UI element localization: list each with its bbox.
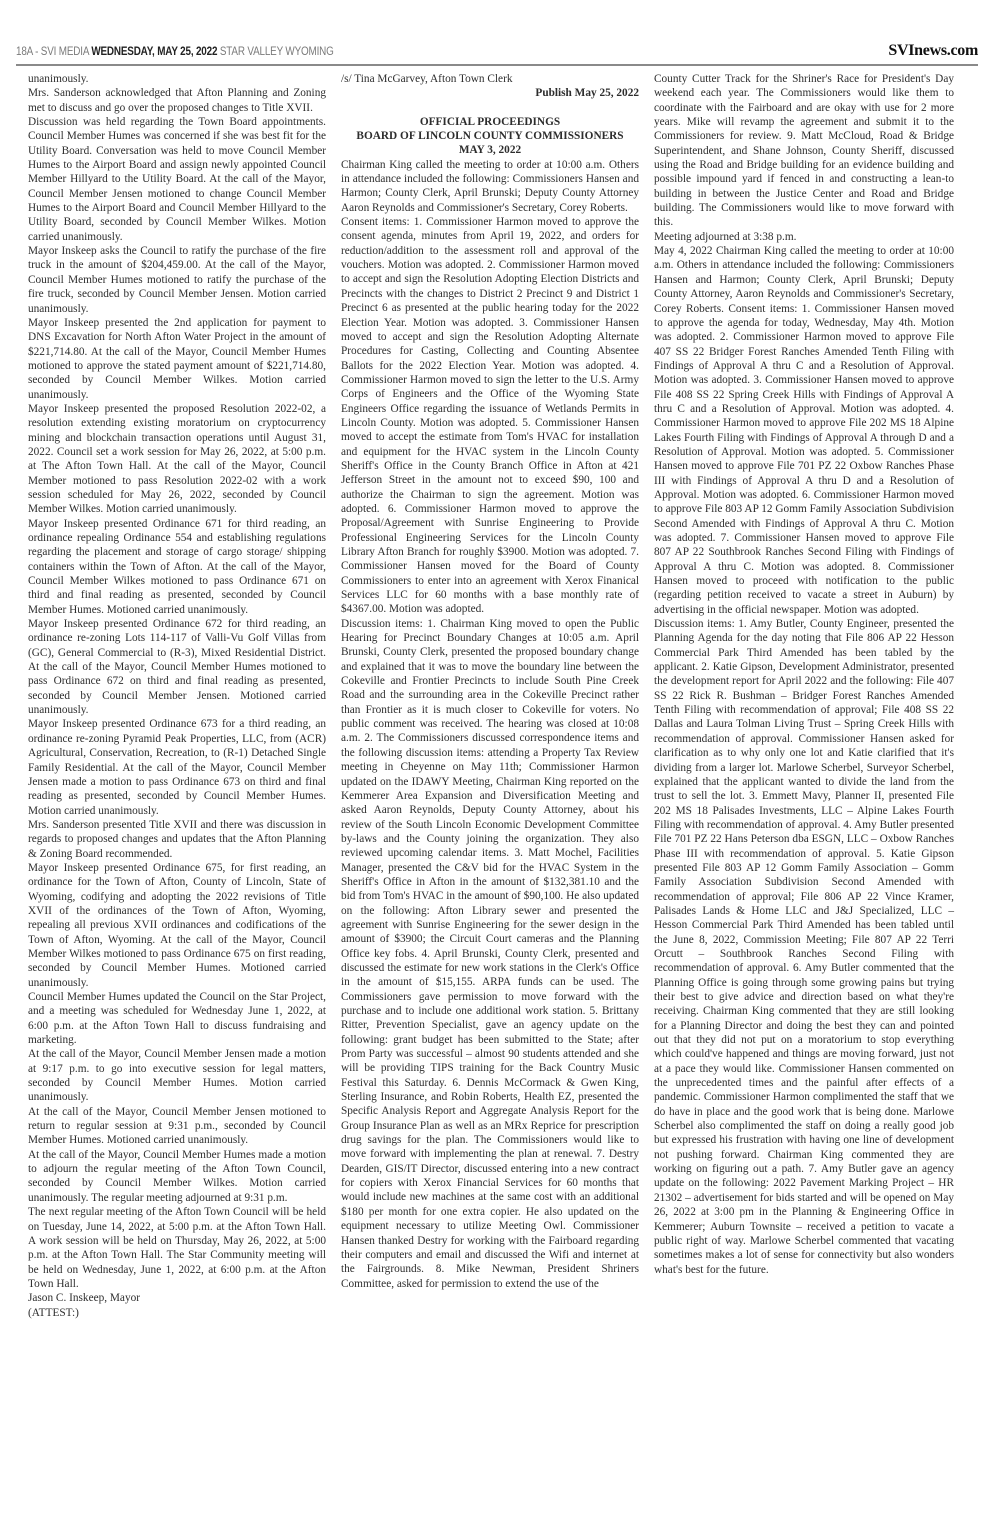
paragraph: Discussion items: 1. Chairman King moved to open the Public Hearing for Precinct Boundary Changes at 10:05 a.m. April Brunski, County Clerk, presented the proposed boundary change and explained that it was to move the boundary line between the Cokeville and Frontier Precincts to include South Pine Creek Road and the surrounding area in the Cokeville Precinct rather than Frontier as it is much closer to Cokeville for voters. No public comment was received. The hearing was closed at 10:08 a.m. 2. The Commissioners discussed correspondence items and the following discussion items: attending a Property Tax Review meeting in Cheyenne on May 11th; Commissioner Harmon updated on the IDAWY Meeting, Chairman King reported on the Kemmerer Area Expansion and Diversification Meeting and asked Aaron Reynolds, Deputy County Attorney, about his review of the South Lincoln Economic Development Committee by-laws and the County joining the organization. They also reviewed upcoming calendar items. 3. Matt Mochel, Facilities Manager, presented the C&V bid for the HVAC System in the Sheriff's Office in Afton in the amount of $132,381.10 and the bid from Tom's HVAC in the amount of $90,100. He also updated on the following: Afton Library sewer and presented the agreement with Sunrise Engineering for the sewer design in the amount of $3900; the Circuit Court cameras and the Planning Office key fobs. 4. April Brunski, County Clerk, presented and discussed the estimate for new work stations in the Clerk's Office in the amount of $15,155. ARPA funds can be used. The Commissioners gave permission to move forward with the purchase and to include one additional work station. 5. Brittany Ritter, Prevention Specialist, gave an agency update on the following: grant budget has been submitted to the State; after Prom Party was successful – almost 90 students attended and she will be providing TIPS training for the Back Country Music Festival this Saturday. 6. Dennis McCormack & Gwen King, Sterling Insurance, and Robin Roberts, Health EZ, presented the Specific Analysis Report and Aggregate Analysis Report for the Group Insurance Plan as well as an MRx Reprice for prescription drug savings for the plan. The Commissioners would like to move forward with implementing the plan at renewal. 7. Destry Dearden, GIS/IT Director, discussed entering into a new contract for copiers with Xerox Financial Services for 60 months that would include new machines at the same cost with an additional $180 per month for one extra copier. He also updated on the equipment necessary to utilize Meeting Owl. Commissioner Hansen thanked Destry for working with the Fairboard regarding their computers and email and discussed the Wifi and internet at the Fairgrounds. 8. Mike Newman, President Shriners Committee, asked for permission to extend the use of the <box>341 617 639 1290</box>
column-1 <box>28 72 326 1320</box>
paragraph: At the call of the Mayor, Council Member Humes made a motion to adjourn the regular meeting of the Afton Town Council, seconded by Council Member Wilkes. Motion carried unanimously. The regular meeting adjourned at 9:31 p.m. <box>28 1148 326 1204</box>
heading-line: OFFICIAL PROCEEDINGS <box>419 115 561 128</box>
page-folio <box>16 46 334 58</box>
paragraph: County Cutter Track for the Shriner's Race for President's Day weekend each year. The Commissioners would like them to coordinate with the Fairboard and are okay with use for 2 more years. Mike will revamp the agreement and submit it to the Commissioners for review. 9. Matt McCloud, Road & Bridge Superintendent, and Shane Johnson, County Sheriff, discussed using the Road and Bridge building for an evidence building and possible impound yard if fenced in and constructing a lean-to building in between the Justice Center and Road and Bridge building. The Commissioners would like to move forward with this. <box>654 73 954 229</box>
paragraph: Discussion was held regarding the Town Board appointments. Council Member Humes was concerned if she was best fit for the Utility Board. Conversation was held to move Council Member Humes to the Airport Board and assign newly appointed Council Member Hillyard to the Utility Board. At the call of the Mayor, Council Member Jensen motioned to change Council Member Humes to the Airport Board and Council Member Hillyard to the Utility Board, seconded by Council Member Wilkes. Motion carried unanimously. <box>28 116 326 243</box>
paragraph: Mrs. Sanderson presented Title XVII and there was discussion in regards to proposed changes and updates that the Afton Planning & Zoning Board recommended. <box>28 818 326 860</box>
heading-line: MAY 3, 2022 <box>458 144 522 157</box>
page-label: 18A - SVI MEDIA <box>16 46 89 58</box>
column-2 <box>341 72 639 1291</box>
column-3 <box>654 72 954 1277</box>
publish-date: Publish May 25, 2022 <box>535 87 639 100</box>
paragraph: Mrs. Sanderson acknowledged that Afton Planning and Zoning met to discuss and go over the proposed changes to Title XVII. <box>28 87 326 114</box>
paragraph: (ATTEST:) <box>28 1306 79 1319</box>
paragraph: Meeting adjourned at 3:38 p.m. <box>654 230 797 243</box>
paragraph: At the call of the Mayor, Council Member Jensen made a motion at 9:17 p.m. to go into executive session for legal matters, seconded by Council Member Humes. Motion carried unanimously. <box>28 1048 326 1104</box>
paragraph: Mayor Inskeep asks the Council to ratify the purchase of the fire truck in the amount of $204,459.00. At the call of the Mayor, Council Member Humes motioned to ratify the purchase of the fire truck, seconded by Council Member Jensen. Motion carried unanimously. <box>28 245 326 315</box>
paragraph: Mayor Inskeep presented the 2nd application for payment to DNS Excavation for North Afton Water Project in the amount of $221,714.80. At the call of the Mayor, Council Member Humes motioned to approve the stated payment amount of $221,714.80, seconded by Council Member Wilkes. Motion carried unanimously. <box>28 316 326 401</box>
paragraph: Chairman King called the meeting to order at 10:00 a.m. Others in attendance included the following: Commissioners Hansen and Harmon; County Clerk, April Brunski; Deputy County Attorney Aaron Reynolds and Commissioner's Secretary, Corey Roberts. <box>341 158 639 214</box>
paragraph: Mayor Inskeep presented the proposed Resolution 2022-02, a resolution extending existing moratorium on cryptocurrency mining and blockchain transaction operations until August 31, 2022. Council set a work session for May 26, 2022, at 5:00 p.m. at The Afton Town Hall. At the call of the Mayor, Council Member motioned to pass Resolution 2022-02 with a work session scheduled for May 26, 2022, seconded by Council Member Wilkes. Motion carried unanimously. <box>28 402 326 516</box>
paragraph: unanimously. <box>28 73 89 85</box>
paragraph: Jason C. Inskeep, Mayor <box>28 1292 141 1305</box>
paragraph: Consent items: 1. Commissioner Harmon moved to approve the consent agenda, minutes from April 19, 2022, and orders for reduction/addition to the assessment roll and approval of the vouchers. Motion was adopted. 2. Commissioner Harmon moved to accept and sign the Resolution Adopting Election Districts and Precincts with the changes to District 2 Precinct 9 and District 1 Precinct 6 as presented at the public hearing today for the 2022 Election Year. Motion was adopted. 3. Commissioner Hansen moved to accept and sign the Resolution Adopting Alternate Procedures for Casting, Collecting and Counting Absentee Ballots for the 2022 Election Year. Motion was adopted. 4. Commissioner Harmon moved to sign the letter to the U.S. Army Corps of Engineers and the Office of the Wyoming State Engineers Office regarding the issuance of Wetlands Permits in Lincoln County. Motion was adopted. 5. Commissioner Hansen moved to accept the estimate from Tom's HVAC for installation and equipment for the HVAC system in the Lincoln County Sheriff's Office in the County Branch Office in Afton at 421 Jefferson Street in the amount not to exceed $90, 100 and authorize the Chairman to sign the agreement. Motion was adopted. 6. Commissioner Harmon moved to approve the Proposal/Agreement with Sunrise Engineering to Provide Professional Engineering Services for the Lincoln County Library Afton Branch for roughly $3900. Motion was adopted. 7. Commissioner Hansen moved for the Board of County Commissioners to enter into an agreement with Xerox Finanical Services LLC for 60 months with a base monthly rate of $4367.00. Motion was adopted. <box>341 216 639 616</box>
paragraph: Mayor Inskeep presented Ordinance 673 for a third reading, an ordinance re-zoning Pyramid Peak Properties, LLC, from (ACR) Agricultural, Conservation, Recreation, to (R-1) Detached Single Family Residential. At the call of the Mayor, Council Member Jensen made a motion to pass Ordinance 673 on third and final reading as presented, seconded by Council Member Humes. Motion carried unanimously. <box>28 718 326 817</box>
issue-date: WEDNESDAY, MAY 25, 2022 <box>91 46 218 58</box>
heading-line: BOARD OF LINCOLN COUNTY COMMISSIONERS <box>356 130 624 143</box>
region-label: STAR VALLEY WYOMING <box>219 46 334 58</box>
paragraph: Council Member Humes updated the Council on the Star Project, and a meeting was scheduled for Wednesday June 1, 2022, at 6:00 p.m. at the Afton Town Hall to discuss fundraising and marketing. <box>28 991 326 1047</box>
section-heading <box>341 115 639 158</box>
paragraph: Mayor Inskeep presented Ordinance 672 for third reading, an ordinance re-zoning Lots 114-117 of Valli-Vu Golf Villas from (GC), General Commercial to (R-3), Mixed Residential District. At the call of the Mayor, Council Member Humes motioned to pass Ordinance 672 on third and final reading as presented, seconded by Council Member Jensen. Motioned carried unanimously. <box>28 618 326 717</box>
paragraph: Mayor Inskeep presented Ordinance 671 for third reading, an ordinance repealing Ordinance 554 and establishing regulations regarding the placement and storage of cargo storage/ shipping containers within the Town of Afton. At the call of the Mayor, Council Member Wilkes motioned to pass Ordinance 671 on third and final reading as presented, seconded by Council Member Humes. Motioned carried unanimously. <box>28 517 326 616</box>
paragraph: Mayor Inskeep presented Ordinance 675, for first reading, an ordinance for the Town of Afton, County of Lincoln, State of Wyoming, codifying and adopting the 2022 revisions of Title XVII of the ordinances of the Town of Afton, Wyoming, repealing all previous XVII ordinances and codifications of the Town of Afton, Wyoming. At the call of the Mayor, Council Member Wilkes motioned to pass Ordinance 675 on first reading, seconded by Council Member Humes. Motioned carried unanimously. <box>28 861 326 989</box>
page-header <box>16 42 978 66</box>
site-name[interactable]: SVInews.com <box>888 42 978 59</box>
clerk-signature: /s/ Tina McGarvey, Afton Town Clerk <box>341 73 513 85</box>
paragraph: Discussion items: 1. Amy Butler, County Engineer, presented the Planning Agenda for the day noting that File 806 AP 22 Hesson Commercial Park Third Amended has been tabled by the applicant. 2. Katie Gipson, Development Administrator, presented the development report for April 2022 and the following: File 407 SS 22 Rick R. Bushman – Bridger Forest Ranches Amended Tenth Filing with recommendation of approval; File 408 SS 22 Dallas and Laura Tolman Living Trust – Spring Creek Hills with recommendation of approval. Commissioner Hansen asked for clarification as to why only one lot and Katie clarified that it's dividing from a larger lot. Marlowe Scherbel, Surveyor Scherbel, explained that the applicant wanted to divide the land from the trust to sell the lot. 3. Emmett Mavy, Planner II, presented File 202 MS 18 Palisades Investments, LLC – Alpine Lakes Fourth Filing with recommendation of approval. 4. Amy Butler presented File 701 PZ 22 Hans Peterson dba ESGN, LLC – Oxbow Ranches Phase III with recommendation of approval. 5. Katie Gipson presented File 803 AP 12 Gomm Family Association – Gomm Family Association Subdivision Second Amended with recommendation of approval; File 806 AP 22 Vince Kramer, Palisades Lands & Home LLC and J&J Specialized, LLC – Hesson Commercial Park Third Amended has been tabled until the June 8, 2022, Commission Meeting; File 807 AP 22 Terri Orcutt – Southbrook Ranches Second Filing with recommendation of approval. 6. Amy Butler commented that the Planning Office is going through some growing pains but trying their best to give advice and direction based on what they're receiving. Chairman King commented that they are still looking for a Planning Director and doing the best they can and pointed out that they did not put on a moratorium to stop everything which could've happened and things are moving forward, just not at a pace they would like. Commissioner Hansen commented on the unprecedented times and the painful after effects of a pandemic. Commissioner Harmon complimented the staff that we do have in place and the good work that is being done. Marlowe Scherbel also complimented the staff on doing a really good job but expressed his frustration with having one line of development not pushing forward. Chairman King commented they are working on figuring out a path. 7. Amy Butler gave an agency update on the following: 2022 Pavement Marking Project – HR 21302 – advertisement for bids started and will be opened on May 26, 2022 at 3:00 pm in the Planning & Engineering Office in Kemmerer; Auburn Townsite – received a petition to vacate a public right of way. Marlowe Scherbel commented that vacating sometimes makes a lot of sense for connectivity but also wonders what's best for the future. <box>654 618 954 1276</box>
column-2-body <box>341 158 639 1291</box>
paragraph: At the call of the Mayor, Council Member Jensen motioned to return to regular session at 9:31 p.m., seconded by Council Member Humes. Motioned carried unanimously. <box>28 1105 326 1147</box>
paragraph: May 4, 2022 Chairman King called the meeting to order at 10:00 a.m. Others in attendance included the following: Commissioners Hansen and Harmon; County Clerk, April Brunski; Deputy County Attorney, Aaron Reynolds and Commissioner's Secretary, Corey Roberts. Consent items: 1. Commissioner Hansen moved to approve the agenda for today, Wednesday, May 4th. Motion was adopted. 2. Commissioner Harmon moved to approve File 407 SS 22 Bridger Forest Ranches Amended Tenth Filing with Findings of Approval A thru C and a Resolution of Approval. Motion was adopted. 3. Commissioner Hansen moved to approve File 408 SS 22 Spring Creek Hills with Findings of Approval A thru C and a Resolution of Approval. Motion was adopted. 4. Commissioner Harmon moved to approve File 202 MS 18 Alpine Lakes Fourth Filing with Findings of Approval A through D and a Resolution of Approval. Motion was adopted. 5. Commissioner Hansen moved to approve File 701 PZ 22 Oxbow Ranches Phase III with Findings of Approval A thru D and a Resolution of Approval. Motion was adopted. 6. Commissioner Harmon moved to approve File 803 AP 12 Gomm Family Association Subdivision Second Amended with Findings of Approval A thru C. Motion was adopted. 7. Commissioner Hansen moved to approve File 807 AP 22 Southbrook Ranches Second Filing with Findings of Approval A thru C. Motion was adopted. 8. Commissioner Hansen moved to proceed with notification to the public (regarding petition received to vacate a street in Auburn) by advertising in the official newspaper. Motion was adopted. <box>654 245 954 616</box>
paragraph: The next regular meeting of the Afton Town Council will be held on Tuesday, June 14, 2022, at 5:00 p.m. at the Afton Town Hall. A work session will be held on Thursday, May 26, 2022, at 5:00 p.m. at the Afton Town Hall. The Star Community meeting will be held on Wednesday, June 1, 2022, at 6:00 p.m. at the Afton Town Hall. <box>28 1206 326 1290</box>
